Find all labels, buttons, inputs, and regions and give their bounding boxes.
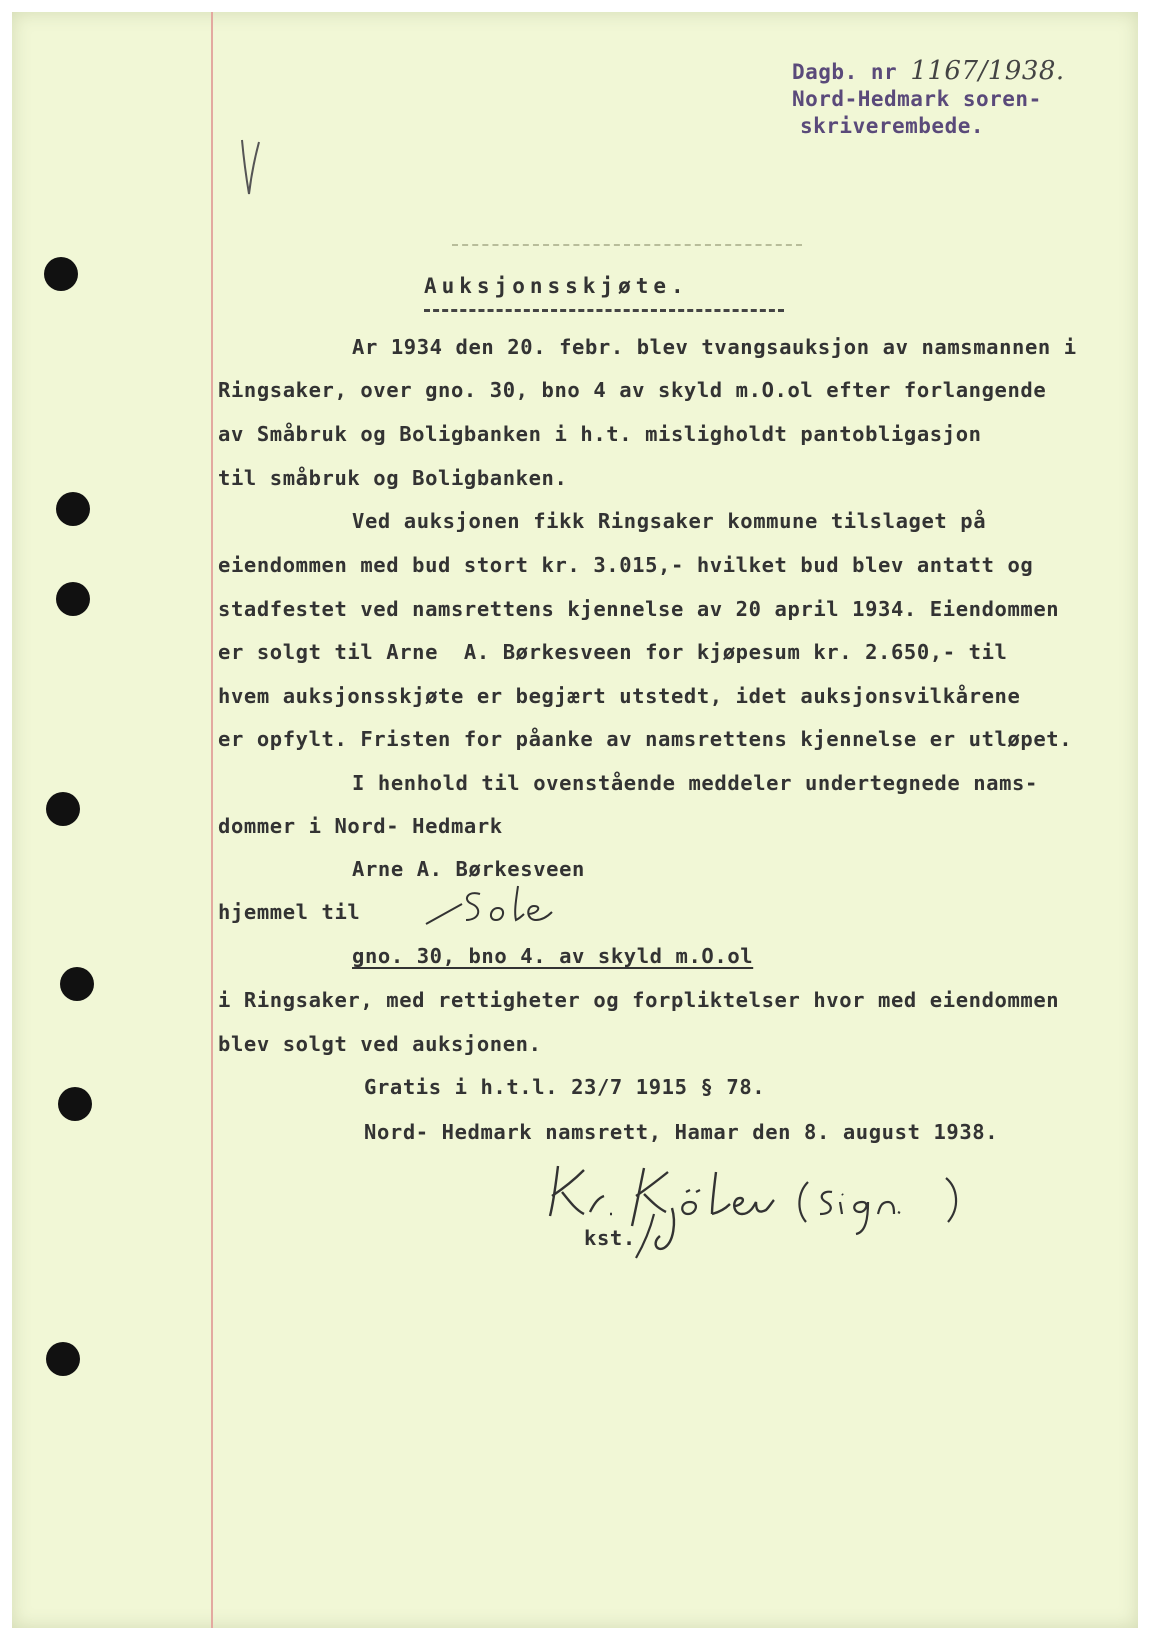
registry-stamp xyxy=(792,58,1065,140)
signature-flourish xyxy=(632,1212,662,1262)
margin-line xyxy=(211,12,213,1628)
body-line-7: stadfestet ved namsrettens kjennelse av 20 april 1934. Eiendommen xyxy=(218,597,1060,621)
body-line-4: til småbruk og Boligbanken. xyxy=(218,466,568,490)
handwritten-sole-signature xyxy=(422,880,572,932)
body-line-2: Ringsaker, over gno. 30, bno 4 av skyld m.O.ol efter forlangende xyxy=(218,378,1047,402)
punch-hole xyxy=(60,967,94,1001)
punch-hole xyxy=(46,792,80,826)
body-line-13: Arne A. Børkesveen xyxy=(352,857,585,881)
body-line-18: Gratis i h.t.l. 23/7 1915 § 78. xyxy=(364,1075,766,1099)
faint-rule xyxy=(452,244,802,246)
stamp-year: 38. xyxy=(1021,56,1065,86)
kst-label: kst. xyxy=(584,1226,636,1250)
stamp-line-1 xyxy=(792,58,1065,86)
stamp-line-2: Nord-Hedmark soren- xyxy=(792,87,1042,111)
body-line-12: dommer i Nord- Hedmark xyxy=(218,814,503,838)
title-underline xyxy=(424,309,784,312)
body-line-17: blev solgt ved auksjonen. xyxy=(218,1032,542,1056)
document-title: Auksjonsskjøte. xyxy=(424,274,689,298)
body-line-1: Ar 1934 den 20. febr. blev tvangsauksjon av namsmannen i xyxy=(352,335,1077,359)
stamp-line-3: skriverembede. xyxy=(800,114,985,138)
body-line-6: eiendommen med bud stort kr. 3.015,- hvilket bud blev antatt og xyxy=(218,553,1034,577)
body-line-16: i Ringsaker, med rettigheter og forpliktelser hvor med eiendommen xyxy=(218,988,1060,1012)
body-line-5: Ved auksjonen fikk Ringsaker kommune tilslaget på xyxy=(352,509,987,533)
punch-hole xyxy=(44,257,78,291)
body-line-8: er solgt til Arne A. Børkesveen for kjøpesum kr. 2.650,- til xyxy=(218,640,1008,664)
stamp-prefix: Dagb. nr xyxy=(792,60,898,84)
stamp-number: 1167/19 xyxy=(910,56,1022,86)
punch-hole xyxy=(58,1087,92,1121)
document-page xyxy=(12,12,1138,1628)
body-line-10: er opfylt. Fristen for påanke av namsrettens kjennelse er utløpet. xyxy=(218,727,1073,751)
body-line-14-prefix: hjemmel til xyxy=(218,900,361,924)
body-line-9: hvem auksjonsskjøte er begjært utstedt, idet auksjonsvilkårene xyxy=(218,684,1021,708)
punch-hole xyxy=(46,1342,80,1376)
body-line-11: I henhold til ovenstående meddeler undertegnede nams- xyxy=(352,771,1038,795)
check-mark xyxy=(237,132,267,202)
body-line-19: Nord- Hedmark namsrett, Hamar den 8. august 1938. xyxy=(364,1120,999,1144)
punch-hole xyxy=(56,492,90,526)
body-line-15: gno. 30, bno 4. av skyld m.O.ol xyxy=(352,944,754,968)
punch-hole xyxy=(56,582,90,616)
body-line-3: av Småbruk og Boligbanken i h.t. misligholdt pantobligasjon xyxy=(218,422,982,446)
